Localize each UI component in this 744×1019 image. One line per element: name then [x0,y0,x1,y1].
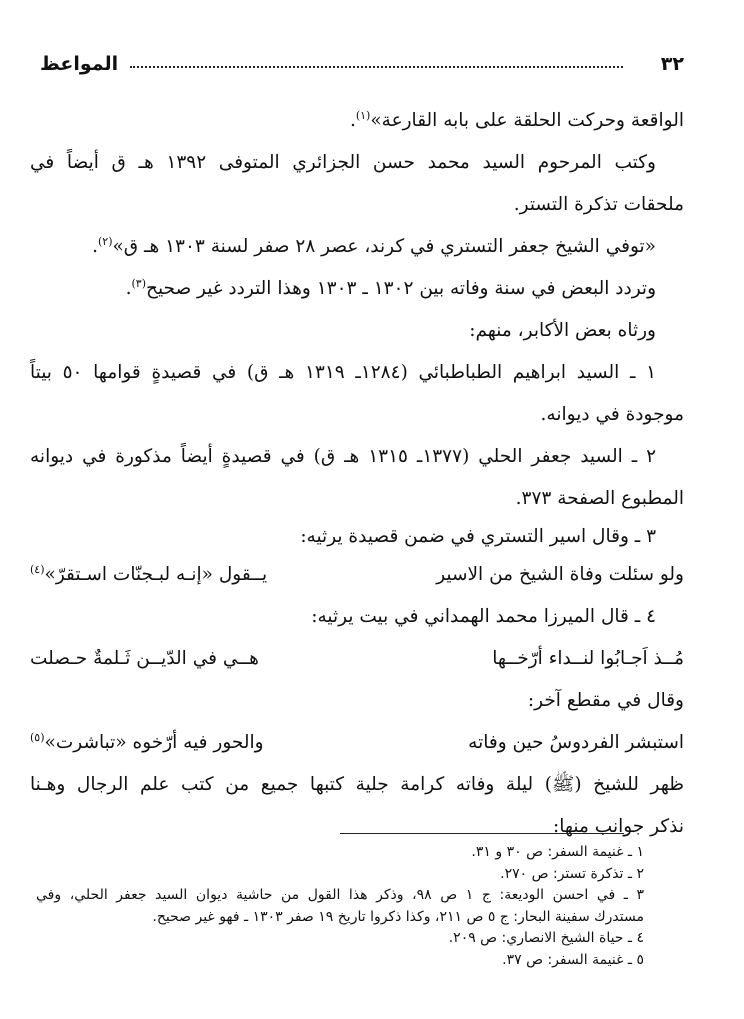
text-line: ١ ـ السيد ابراهيم الطباطبائي (١٢٨٤ـ ١٣١٩ هـ ق) في قصيدةٍ قوامها ٥٠ بيتاً [30,362,656,383]
verse-hemistich: ولو سئلت وفاة الشيخ من الاسير [436,564,684,585]
verse-line [30,638,684,680]
verse-hemistich: استبشر الفردوسُ حين وفاته [468,732,684,753]
footnote-marker[interactable]: (١) [355,108,371,122]
footnote: ٣ ـ في احسن الوديعة: ج ١ ص ٩٨، وذكر هذا القول من حاشية ديوان السيد جعفر الحلي، وفي [36,887,645,903]
footnotes [36,842,644,971]
text-line: ورثاه بعض الأكابر، منهم: [469,320,656,341]
verse-hemistich: والحور فيه أرّخوه «تباشرت»$^{(٥)}$ [30,730,264,753]
text-line: «توفي الشيخ جعفر التستري في كرند، عصر ٢٨ صفر لسنة ١٣٠٣ هـ ق»$^{(٢)}$. [92,234,656,257]
text-line: نذكر جوانب منها: [553,816,684,837]
verse-line [30,722,684,764]
text-line: وقال في مقطع آخر: [527,690,684,711]
page-number: ٣٢ [660,53,684,75]
running-header [40,48,684,80]
verse-line [30,554,684,596]
text-line: ملحقات تذكرة التستر. [513,194,684,215]
text-line: المطبوع الصفحة ٣٧٣. [515,488,684,509]
footnote: ٢ ـ تذكرة تستر: ص ٢٧٠. [500,865,644,882]
footnote-marker[interactable]: (٤) [30,562,45,576]
main-text [30,100,684,848]
footnote: ٤ ـ حياة الشيخ الانصاري: ص ٢٠٩. [448,930,644,946]
text-line: الواقعة وحركت الحلقة على بابه القارعة»$^{(١)}$. [349,108,684,131]
text-line: ٤ ـ قال الميرزا محمد الهمداني في بيت يرثيه: [311,606,656,627]
verse-hemistich: هــي في الدّيــن ثَـلمةٌ حـصلت [30,648,259,669]
footnote: ١ ـ غنيمة السفر: ص ٣٠ و ٣١. [471,844,644,860]
text-line: وكتب المرحوم السيد محمد حسن الجزائري المتوفى ١٣٩٢ هـ ق أيضاً في [30,152,656,173]
section-title: المواعظ [40,53,119,75]
text-line: وتردد البعض في سنة وفاته بين ١٣٠٢ ـ ١٣٠٣ وهذا التردد غير صحيح$^{(٣)}$. [125,276,656,299]
footnote: ٥ ـ غنيمة السفر: ص ٣٧. [502,951,644,968]
text-line: ٣ ـ وقال اسير التستري في ضمن قصيدة يرثيه: [300,526,656,547]
verse-hemistich: مُــذ اَجـابُوا لنــداء أرّخــها [492,648,684,669]
footnote-marker[interactable]: (٥) [30,730,45,744]
footnote-marker[interactable]: (٢) [97,234,113,248]
footnote-marker[interactable]: (٣) [131,276,146,290]
text-line: موجودة في ديوانه. [540,404,684,425]
text-line: ظهر للشيخ (ﷺ) ليلة وفاته كرامة جلية كتبها جميع من كتب علم الرجال وهـنا [30,774,684,795]
footnote: مستدرك سفينة البحار: ج ٥ ص ٢١١، وكذا ذكروا تاريخ ١٩ صفر ١٣٠٣ ـ فهو غير صحيح. [152,908,644,925]
header-leader-dots [130,66,623,68]
text-line: ٢ ـ السيد جعفر الحلي (١٣٧٧ـ ١٣١٥ هـ ق) في قصيدةٍ أيضاً مذكورة في ديوانه [30,446,656,467]
footnote-separator [340,833,624,834]
verse-hemistich: يــقول «إنـه لبـجنّات اسـتقرّ»$^{(٤)}$ [30,562,268,585]
